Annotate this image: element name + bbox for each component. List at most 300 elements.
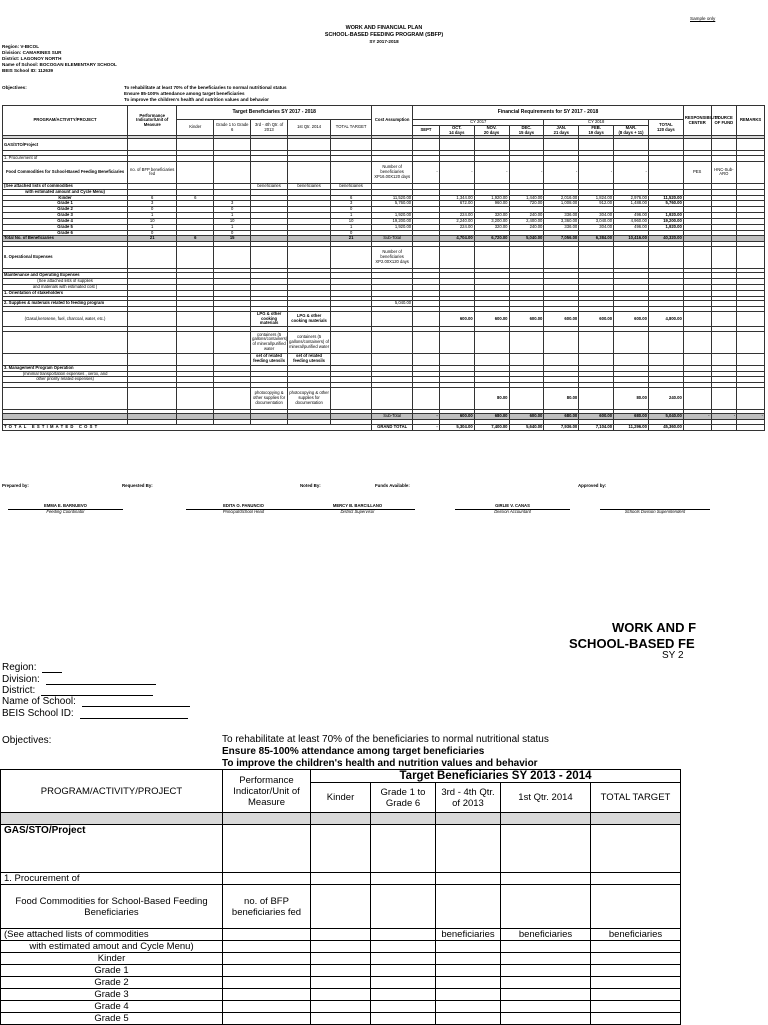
signatory-name-coordinator: EMMA E. BARNUEVO	[8, 504, 123, 510]
grade-month-value: 496.00	[614, 224, 649, 230]
empty-cell	[288, 246, 331, 268]
col-responsibility: RESPONSIBILITY CENTER	[683, 106, 711, 136]
operational-expenses: II. Operational Expenses	[3, 246, 128, 268]
grade-indicator: 6	[128, 195, 177, 201]
empty-cell	[177, 139, 214, 151]
empty-cell	[371, 965, 436, 977]
total-estimated-cost-label: TOTAL ESTIMATED COST	[3, 424, 372, 430]
empty-cell	[372, 387, 413, 409]
utensils-target: set of related feeding utensils	[288, 353, 331, 365]
empty-cell	[311, 965, 371, 977]
empty-cell	[371, 977, 436, 989]
empty-cell	[501, 1013, 591, 1025]
empty-cell	[436, 1001, 501, 1013]
total-target: 21	[331, 236, 372, 242]
empty-cell	[579, 139, 614, 151]
grade-month-value: 224.00	[439, 224, 474, 230]
food-commodities: Food Commodities for School-Based Feeding Beneficiaries	[3, 161, 128, 183]
grand-total-value: 7,936.00	[544, 424, 579, 430]
subtotal-2-value: -	[413, 414, 440, 420]
table-row	[1, 1013, 681, 1025]
grade-month-value: 672.00	[439, 201, 474, 207]
empty-cell	[648, 331, 683, 353]
table-row	[3, 387, 765, 409]
empty-cell	[413, 387, 440, 409]
empty-cell	[372, 139, 413, 151]
signatory-name-supervisor: MERCY B. BARCILLANO	[300, 504, 415, 510]
table-row	[1, 977, 681, 989]
empty-cell	[711, 139, 737, 151]
subtotal-month: 7,056.00	[544, 236, 579, 242]
grade-month-value: 320.00	[474, 213, 509, 219]
grade-total: 1,920.00	[648, 213, 683, 219]
col-cost: Cost Assumption	[372, 106, 413, 136]
grade-g16: 1	[214, 224, 251, 230]
empty-cell	[331, 387, 372, 409]
page2-region-field: Region:	[2, 662, 62, 673]
empty-cell	[436, 977, 501, 989]
subtotal-2-label: Sub-Total	[372, 414, 413, 420]
empty-cell	[711, 246, 737, 268]
management-label: 3. Management Program Operation	[3, 365, 128, 371]
dash-cell: -	[683, 414, 711, 420]
empty-cell	[223, 953, 311, 965]
table-row	[1, 989, 681, 1001]
p2-attached-lists: (See attached lists of commodities	[1, 929, 223, 941]
col-kinder: Kinder	[177, 120, 214, 136]
photocopy-indicator: photocopying & other supplies for documentation	[251, 387, 288, 409]
empty-cell	[223, 977, 311, 989]
grade-month-value: 1,440.00	[509, 195, 544, 201]
plan-subtitle: SCHOOL-BASED FEEDING PROGRAM (SBFP)	[324, 32, 444, 38]
grand-total-value: 7,400.00	[474, 424, 509, 430]
empty-cell	[331, 161, 372, 183]
grade-indicator: 1	[128, 213, 177, 219]
grade-month-value: 720.00	[509, 201, 544, 207]
grade-cost: 1,920.00	[372, 224, 413, 230]
subtotal-month: 4,704.00	[439, 236, 474, 242]
empty-cell	[372, 311, 413, 326]
p2-gas-label: GAS/STO/Project	[1, 825, 223, 873]
subtotal-2-value: 680.00	[614, 414, 649, 420]
empty-cell	[591, 1013, 681, 1025]
empty-cell	[711, 353, 737, 365]
empty-cell	[223, 965, 311, 977]
page2-district-field: District:	[2, 685, 153, 696]
signatory-role-coordinator: Feeding Coordinator	[46, 509, 85, 514]
p2-grade-name: Grade 1	[1, 965, 223, 977]
empty-cell	[223, 1001, 311, 1013]
subtotal-2-value: 680.00	[544, 414, 579, 420]
grade-indicator: 1	[128, 224, 177, 230]
p2-grade-name: Grade 5	[1, 1013, 223, 1025]
col-grade1-6: Grade 1 to Grade 6	[214, 120, 251, 136]
empty-cell	[177, 353, 214, 365]
empty-cell	[177, 161, 214, 183]
dash-cell: -	[439, 161, 474, 183]
grade-month-value: 240.00	[509, 224, 544, 230]
col-financial: Financial Requirements for SY 2017 - 2018	[413, 106, 684, 120]
subtotal-2-value: 600.00	[579, 414, 614, 420]
grade-cost: 11,520.00	[372, 195, 413, 201]
empty-cell	[501, 989, 591, 1001]
maintenance-label: Maintenance and Operating Expenses	[3, 273, 128, 279]
empty-cell	[509, 139, 544, 151]
grade-indicator: 10	[128, 218, 177, 224]
empty-cell	[591, 977, 681, 989]
plan-title: WORK AND FINANCIAL PLAN	[345, 25, 423, 31]
empty-cell	[614, 353, 649, 365]
empty-cell	[439, 387, 474, 409]
grade-month-value: 224.00	[439, 213, 474, 219]
empty-cell	[331, 246, 372, 268]
empty-cell	[737, 353, 765, 365]
p2-food-indicator: no. of BFP beneficiaries fed	[223, 885, 311, 929]
empty-cell	[413, 246, 440, 268]
gas-label: GAS/STO/Project	[3, 139, 128, 151]
school-name-field: Name of School: BOCOGAN ELEMENTARY SCHOOL	[2, 62, 117, 67]
empty-cell	[372, 353, 413, 365]
total-g16: 15	[214, 236, 251, 242]
subtotal-2-value: 680.00	[474, 414, 509, 420]
subtotal-2-value: 600.00	[509, 414, 544, 420]
empty-cell	[683, 387, 711, 409]
empty-cell	[436, 965, 501, 977]
grade-g16: 0	[214, 207, 251, 213]
beis-id-field: BEIS School ID: 112639	[2, 68, 54, 73]
empty-cell	[311, 989, 371, 1001]
grade-name: Grade 5	[3, 224, 128, 230]
empty-cell	[436, 1013, 501, 1025]
empty-cell	[501, 953, 591, 965]
empty-cell	[311, 1013, 371, 1025]
grade-month-value: 496.00	[614, 213, 649, 219]
food-cost-assumption: Number of beneficiaries XP16.00X120 days	[372, 161, 413, 183]
lpg-month-value: 600.00	[509, 311, 544, 326]
total-beneficiaries-label: Total No. of Beneficiaries	[3, 236, 128, 242]
grade-kinder: 6	[177, 195, 214, 201]
dash-cell: -	[737, 414, 765, 420]
grade-month-value: 1,344.00	[439, 195, 474, 201]
containers-target: containers (5 gallons/containers) of mineral/purified water	[288, 331, 331, 353]
beneficiaries-label: beneficiaries	[331, 183, 372, 189]
empty-cell	[614, 246, 649, 268]
grade-total: 19,200.00	[648, 218, 683, 224]
photo-mar: 80.00	[614, 387, 649, 409]
total-kinder: 6	[177, 236, 214, 242]
source-hnc: HNC-Sub-ARO	[711, 161, 737, 183]
table-row	[1, 965, 681, 977]
empty-cell	[509, 387, 544, 409]
table-row	[3, 139, 765, 151]
grade-indicator: 3	[128, 201, 177, 207]
region-field: Region: V-BICOL	[2, 44, 40, 49]
lpg-month-value: 600.00	[439, 311, 474, 326]
col-total: TOTAL 120 days	[648, 120, 683, 136]
dash-cell: -	[711, 414, 737, 420]
p2-grade-name: Grade 3	[1, 989, 223, 1001]
subtotal-2-value: 600.00	[439, 414, 474, 420]
responsibility-pes: PES	[683, 161, 711, 183]
grade-total-target: 0	[331, 207, 372, 213]
grand-total-label: GRAND TOTAL	[372, 424, 413, 430]
grade-month-value: 2,016.00	[544, 195, 579, 201]
empty-cell	[711, 387, 737, 409]
grade-month-value: 304.00	[579, 213, 614, 219]
empty-cell	[439, 246, 474, 268]
empty-cell	[128, 387, 177, 409]
division-field: Division: CAMARINES SUR	[2, 50, 62, 55]
col-total-target: TOTAL TARGET	[331, 120, 372, 136]
beneficiaries-label: beneficiaries	[288, 183, 331, 189]
grade-total-target: 3	[331, 201, 372, 207]
table-row	[3, 424, 765, 430]
dash-cell: -	[614, 161, 649, 183]
grade-name: Grade 3	[3, 213, 128, 219]
table-row	[3, 161, 765, 183]
empty-cell	[3, 387, 128, 409]
grade-month-value: 960.00	[474, 201, 509, 207]
grade-cost: 19,200.00	[372, 218, 413, 224]
grade-total-target: 1	[331, 213, 372, 219]
empty-cell	[737, 311, 765, 326]
empty-cell	[501, 965, 591, 977]
grade-month-value: 2,400.00	[509, 218, 544, 224]
month-header: OCT. 14 days	[439, 125, 474, 136]
page2-beis-id-field: BEIS School ID:	[2, 708, 188, 719]
utensils-indicator: set of related feeding utensils	[251, 353, 288, 365]
grade-cost: 5,760.00	[372, 201, 413, 207]
p2-grade-name: Grade 4	[1, 1001, 223, 1013]
month-header: MAR. (8 days + 11)	[614, 125, 649, 136]
empty-cell	[311, 953, 371, 965]
empty-cell	[214, 353, 251, 365]
col-cy2017: CY 2017	[413, 120, 544, 126]
supplies-cost: 5,040.00	[372, 301, 413, 307]
empty-cell	[474, 246, 509, 268]
empty-cell	[371, 953, 436, 965]
table-row	[3, 353, 765, 365]
lpg-month-value: 600.00	[614, 311, 649, 326]
grade-month-value: 912.00	[579, 201, 614, 207]
grade-g16: 1	[214, 213, 251, 219]
noted-by-label: Noted By:	[300, 483, 321, 488]
grade-name: Kinder	[3, 195, 128, 201]
empty-cell	[331, 311, 372, 326]
dash-cell: -	[474, 161, 509, 183]
grade-month-value: 3,200.00	[474, 218, 509, 224]
food-indicator: no. of BFP beneficiaries fed	[128, 161, 177, 183]
subtotal-month: 5,040.00	[509, 236, 544, 242]
page2-subtitle: SCHOOL-BASED FE	[569, 636, 695, 651]
empty-cell	[177, 331, 214, 353]
page2-objective-3: To improve the children's health and nutrition values and behavior	[222, 758, 538, 769]
grade-month-value: 336.00	[544, 213, 579, 219]
grade-month-value: 1,824.00	[579, 195, 614, 201]
grade-indicator: 0	[128, 207, 177, 213]
empty-cell	[711, 311, 737, 326]
empty-cell	[128, 139, 177, 151]
p2-col-target: Target Beneficiaries SY 2013 - 2014	[311, 770, 681, 783]
dash-cell: -	[413, 161, 440, 183]
month-header: NOV. 20 days	[474, 125, 509, 136]
page2-title: WORK AND F	[612, 620, 697, 635]
empty-cell	[544, 139, 579, 151]
lpg-target: LPG & other cooking materials	[288, 311, 331, 326]
empty-cell	[288, 139, 331, 151]
signatory-role-accountant: Division Accountant	[494, 509, 531, 514]
photo-jan: 80.00	[544, 387, 579, 409]
empty-cell	[591, 965, 681, 977]
p2-col-kinder: Kinder	[311, 783, 371, 813]
grade-month-value: 2,240.00	[439, 218, 474, 224]
attached-lists: (See attached lists of commodities	[3, 183, 128, 189]
empty-cell	[177, 311, 214, 326]
op-cost-assumption: Number of beneficiaries XP2.00X120 days	[372, 246, 413, 268]
empty-cell	[371, 1001, 436, 1013]
empty-cell	[579, 387, 614, 409]
empty-cell	[3, 353, 128, 365]
grade-month-value: 336.00	[544, 224, 579, 230]
empty-cell	[737, 246, 765, 268]
empty-cell	[683, 353, 711, 365]
empty-cell	[737, 424, 765, 430]
orientation-label: 1. Orientation of stakeholders	[3, 290, 128, 296]
grade-month-value: 1,488.00	[614, 201, 649, 207]
subtotal-total: 40,320.00	[648, 236, 683, 242]
month-header: DEC. 15 days	[509, 125, 544, 136]
empty-cell	[474, 331, 509, 353]
sample-note: Sample only	[690, 16, 716, 21]
empty-cell	[223, 989, 311, 1001]
empty-cell	[214, 139, 251, 151]
grand-total: 45,360.00	[648, 424, 683, 430]
grade-month-value: 3,360.00	[544, 218, 579, 224]
grade-name: Grade 6	[3, 230, 128, 236]
grand-total-value: -	[413, 424, 440, 430]
col-indicator: Performance Indicator/Unit of Measure	[128, 106, 177, 136]
grade-g16: 3	[214, 201, 251, 207]
p2-col-total-target: TOTAL TARGET	[591, 783, 681, 813]
table-row	[1, 953, 681, 965]
empty-cell	[544, 246, 579, 268]
empty-cell	[544, 353, 579, 365]
grade-cost: 1,920.00	[372, 213, 413, 219]
lpg-month-value: 600.00	[544, 311, 579, 326]
month-header: SEPT	[413, 125, 440, 136]
beneficiaries-label: beneficiaries	[251, 183, 288, 189]
grade-total: 11,520.00	[648, 195, 683, 201]
grade-month-value: 2,976.00	[614, 195, 649, 201]
col-q34: 3rd - 4th Qtr. of 2013	[251, 120, 288, 136]
empty-cell	[251, 246, 288, 268]
management-note: (minimal transportation expenses , xerox, and	[3, 371, 128, 377]
objective-2: Ensure 85-100% attendance among target beneficiaries	[124, 91, 245, 96]
empty-cell	[711, 424, 737, 430]
subtotal-month: 6,720.00	[474, 236, 509, 242]
grade-total-target: 10	[331, 218, 372, 224]
month-header: FEB. 19 days	[579, 125, 614, 136]
empty-cell	[214, 387, 251, 409]
maintenance-note: (See attached lists of supplies	[3, 279, 128, 285]
p2-attached-lists-2: with estimated amout and Cycle Menu)	[1, 941, 223, 953]
empty-cell	[579, 331, 614, 353]
grade-total: 5,760.00	[648, 201, 683, 207]
document-page-2	[0, 590, 768, 1024]
empty-cell	[737, 161, 765, 183]
grade-month-value: 3,040.00	[579, 218, 614, 224]
lpg-month-value: 600.00	[474, 311, 509, 326]
maintenance-note-2: and materials with estimated cost )	[3, 285, 128, 291]
empty-cell	[436, 989, 501, 1001]
p2-col-program: PROGRAM/ACTIVITY/PROJECT	[1, 770, 223, 813]
grade-total-target: 0	[331, 230, 372, 236]
subtotal-2-total: 5,040.00	[648, 414, 683, 420]
attached-lists-2: with estimated amount and Cycle Menu)	[3, 189, 128, 195]
grade-month-value: 304.00	[579, 224, 614, 230]
empty-cell	[509, 331, 544, 353]
empty-cell	[214, 331, 251, 353]
empty-cell	[501, 1001, 591, 1013]
col-target: Target Beneficiaries SY 2017 - 2018	[177, 106, 372, 120]
p2-grade-name: Kinder	[1, 953, 223, 965]
empty-cell	[3, 331, 128, 353]
requested-by-label: Requested By:	[122, 483, 153, 488]
empty-cell	[579, 353, 614, 365]
grand-total-value: 5,640.00	[509, 424, 544, 430]
grand-total-value: 7,104.00	[579, 424, 614, 430]
photo-nov: 80.00	[474, 387, 509, 409]
table-row	[3, 331, 765, 353]
col-source: SOURCE OF FUND	[711, 106, 737, 136]
table-row	[3, 246, 765, 268]
empty-cell	[648, 161, 683, 183]
empty-cell	[737, 387, 765, 409]
procurement-label: 1. Procurement of	[3, 156, 128, 162]
work-financial-plan-table	[2, 105, 765, 431]
empty-cell	[372, 331, 413, 353]
prepared-by-label: Prepared by:	[2, 483, 29, 488]
empty-cell	[509, 353, 544, 365]
page2-school-name-field: Name of School:	[2, 696, 190, 707]
grade-month-value: 4,960.00	[614, 218, 649, 224]
empty-cell	[591, 989, 681, 1001]
funds-available-label: Funds Available:	[375, 483, 410, 488]
grade-month-value: 320.00	[474, 224, 509, 230]
empty-cell	[683, 246, 711, 268]
page2-division-field: Division:	[2, 674, 156, 685]
empty-cell	[413, 139, 440, 151]
grade-name: Grade 1	[3, 201, 128, 207]
empty-cell	[251, 139, 288, 151]
dash-cell: -	[579, 161, 614, 183]
grade-g16: 10	[214, 218, 251, 224]
empty-cell	[413, 311, 440, 326]
grade-total: 1,920.00	[648, 224, 683, 230]
signatory-role-supervisor: District Supervisor	[340, 509, 375, 514]
p2-procurement-label: 1. Procurement of	[1, 873, 223, 885]
p2-col-q1: 1st Qtr. 2014	[501, 783, 591, 813]
empty-cell	[711, 331, 737, 353]
empty-cell	[544, 331, 579, 353]
empty-cell	[128, 353, 177, 365]
subtotal-month: 6,384.00	[579, 236, 614, 242]
empty-cell	[214, 311, 251, 326]
empty-cell	[648, 246, 683, 268]
empty-cell	[251, 161, 288, 183]
supplies-label: 2. Supplies & materials related to feeding program	[3, 301, 128, 307]
grade-total-target: 1	[331, 224, 372, 230]
